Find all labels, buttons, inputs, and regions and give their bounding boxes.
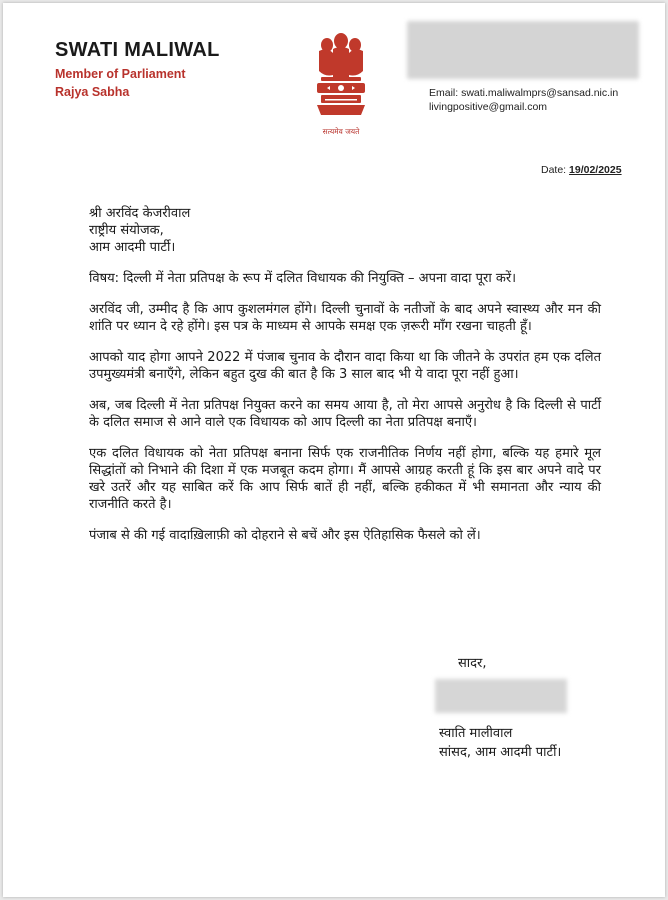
address-line: आम आदमी पार्टी। <box>89 240 176 255</box>
closing-salutation: सादर, <box>458 656 487 671</box>
sender-house: Rajya Sabha <box>55 85 130 99</box>
paragraph: अरविंद जी, उम्मीद है कि आप कुशलमंगल होंगे। दिल्ली चुनावों के नतीजों के बाद अपने स्वास्थ्य और मन की शांति पर ध्यान दे रहे होंगे। इस पत्र के माध्यम से आपके समक्ष एक ज़रूरी माँग रखना चाहती हूँ। <box>89 302 601 334</box>
letter-date <box>541 164 622 176</box>
address-line: श्री अरविंद केजरीवाल <box>89 206 191 221</box>
signer-name: स्वाति मालीवाल <box>439 726 513 741</box>
paragraph: पंजाब से की गई वादाख़िलाफ़ी को दोहराने से बचें और इस ऐतिहासिक फैसले को लें। <box>89 528 481 543</box>
paragraph: एक दलित विधायक को नेता प्रतिपक्ष बनाना सिर्फ एक राजनीतिक निर्णय नहीं होगा, बल्कि यह हमारे मूल सिद्धांतों को निभाने की दिशा में एक मजबूत कदम होगा। मैं आपसे आग्रह करती हूं कि इस बार अपने वादे पर खरे उतरें और यह साबित करें कि आप सिर्फ बातें ही नहीं, बल्कि हकीकत में भी समानता और न्याय की राजनीति करते है। <box>89 446 601 512</box>
sender-name: SWATI MALIWAL <box>55 39 220 61</box>
signer-title: सांसद, आम आदमी पार्टी। <box>439 745 562 760</box>
paragraph: अब, जब दिल्ली में नेता प्रतिपक्ष नियुक्त करने का समय आया है, तो मेरा आपसे अनुरोध है कि दिल्ली से पार्टी के दलित समाज से आने वाले एक विधायक को आप दिल्ली का नेता प्रतिपक्ष बनाएँ। <box>89 398 601 430</box>
date-value: 19/02/2025 <box>569 164 622 176</box>
email-primary: Email: swati.maliwalmprs@sansad.nic.in <box>429 87 619 99</box>
letter-body <box>89 205 601 544</box>
date-label: Date: <box>541 164 570 176</box>
email-secondary: livingpositive@gmail.com <box>429 101 548 113</box>
paragraph: आपको याद होगा आपने 2022 में पंजाब चुनाव के दौरान वादा किया था कि जीतने के उपरांत हम एक दलित उपमुख्यमंत्री बनाएँगे, लेकिन बहुत दुख की बात है कि 3 साल बाद भी ये वादा पूरा नहीं हुआ। <box>89 350 601 382</box>
subject-line: विषय: दिल्ली में नेता प्रतिपक्ष के रूप में दलित विधायक की नियुक्ति – अपना वादा पूरा करें। <box>89 271 517 286</box>
letter-page <box>3 3 665 897</box>
national-emblem-icon <box>303 31 379 141</box>
emblem-motto: सत्यमेव जयते <box>322 127 360 136</box>
sender-role: Member of Parliament <box>55 67 186 81</box>
recipient-address <box>89 205 601 256</box>
redacted-signature <box>435 679 567 713</box>
redacted-contact-block <box>407 21 639 79</box>
address-line: राष्ट्रीय संयोजक, <box>89 223 164 238</box>
